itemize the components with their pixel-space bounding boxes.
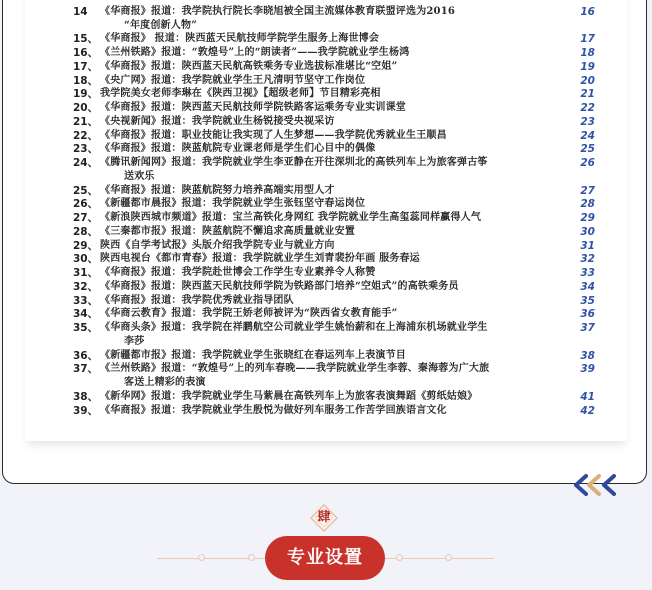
toc-entry-title: 客送上精彩的表演: [124, 377, 206, 388]
toc-entry-title: 《华商报》报道：陕蓝航院努力培养高端实用型人才: [100, 184, 335, 196]
toc-entry-page: 26: [580, 157, 595, 169]
toc-entry-number: 18、: [73, 74, 99, 87]
toc-entry-number: 34、: [73, 308, 99, 321]
toc-entry-page: 30: [580, 225, 595, 238]
toc-entry: [25, 170, 627, 184]
toc-entry: [25, 87, 627, 101]
section-number-badge: 肆: [317, 510, 331, 525]
toc-entry-title: 送欢乐: [124, 170, 155, 182]
toc-entry-number: 27、: [73, 212, 99, 224]
toc-entry-number: 35、: [73, 322, 99, 334]
toc-entry: [25, 32, 627, 46]
toc-entry-page: 39: [580, 363, 595, 376]
toc-entry-title: 《华商云教育》报道：我学院王娇老师被评为“陕西省女教育能手”: [100, 308, 398, 320]
toc-entry-title: 《新疆都市报》报道：我学院就业学生张晓红在春运列车上表演节目: [100, 349, 406, 361]
toc-entry-page: 28: [580, 198, 595, 211]
section-header: [0, 496, 652, 590]
toc-entry-page: 22: [580, 102, 595, 114]
toc-entry-title: 《兰州铁路》报道：“敦煌号”上的“朗读者”——我学院就业学生杨鸿: [100, 47, 410, 58]
toc-entry: [25, 197, 627, 211]
toc-entry: [25, 101, 627, 115]
toc-entry-number: 38、: [73, 390, 99, 403]
toc-entry-title: 《新浪陕西城市频道》报道：宝兰高铁化身网红 我学院就业学生高玺蕊同样赢得人气: [100, 212, 482, 223]
toc-entry: [25, 184, 627, 198]
toc-entry-page: 38: [580, 349, 595, 362]
toc-entry: [25, 390, 627, 404]
double-chevron-left-icon: [572, 473, 622, 497]
toc-entry-number: 30、: [73, 253, 99, 266]
toc-entry-page: 25: [580, 143, 595, 156]
toc-entry-title: 《兰州铁路》报道：“敦煌号”上的列车春晚——我学院就业学生李蓉、秦海蓉为广大旅: [100, 363, 490, 375]
toc-entry-title: 李莎: [124, 335, 145, 347]
toc-entry-page: 41: [580, 390, 595, 403]
toc-entry-page: 21: [580, 88, 595, 101]
toc-entry-number: 20、: [73, 102, 99, 114]
toc-entry-page: 32: [580, 253, 595, 266]
toc-entry-number: 25、: [73, 184, 99, 197]
toc-entry-page: 34: [580, 280, 595, 293]
toc-entry-title: 《华商报》报道：我学院就业学生殷悦为做好列车服务工作苦学回族语言文化: [100, 404, 447, 416]
toc-entry-page: 29: [580, 212, 595, 224]
toc-entry: [25, 19, 627, 33]
toc-entry: [25, 129, 627, 143]
toc-entry: [25, 142, 627, 156]
toc-entry-page: 16: [580, 5, 595, 18]
toc-entry: [25, 156, 627, 170]
toc-entry-title: 《华商报》 报道：陕西蓝天民航技师学院学生服务上海世博会: [100, 33, 380, 45]
toc-entry: [25, 321, 627, 335]
toc-entry-number: 29、: [73, 239, 99, 252]
toc-entry: [25, 46, 627, 60]
toc-entry-title: 陕西《自学考试报》头版介绍我学院专业与就业方向: [100, 239, 335, 251]
toc-entry-title: 《华商报》报道：陕西蓝天民航高铁乘务专业选拔标准堪比“空姐”: [100, 60, 398, 72]
toc-entry-number: 31、: [73, 267, 99, 279]
toc-entry-page: 37: [580, 322, 595, 334]
toc-entry-number: 22、: [73, 129, 99, 142]
toc-entry-title: “年度创新人物”: [124, 19, 198, 31]
toc-entry-title: 《腾讯新闻网》报道：我学院就业学生李亚静在开往深圳北的高铁列车上为旅客弹古筝: [100, 157, 488, 168]
toc-entry-number: 15、: [73, 33, 99, 46]
toc-entry: [25, 362, 627, 376]
toc-entry-title: 陕西电视台《都市青春》报道：我学院就业学生刘青裴扮年画 服务春运: [100, 253, 420, 265]
toc-entry-page: 27: [580, 184, 595, 197]
divider-dot: [248, 554, 255, 561]
toc-entry-number: 14: [73, 5, 88, 18]
toc-entry-number: 16、: [73, 47, 99, 59]
toc-entry-number: 28、: [73, 225, 99, 238]
toc-entry-number: 24、: [73, 157, 99, 169]
toc-entry-page: 42: [580, 404, 595, 417]
toc-entry-title: 《华商报》报道：我学院优秀就业指导团队: [100, 294, 294, 306]
toc-entry: [25, 252, 627, 266]
toc-entry-page: 35: [580, 294, 595, 307]
toc-entry: [25, 239, 627, 253]
toc-entry-number: 26、: [73, 198, 99, 211]
toc-entry-title: 《三秦都市报》报道：陕蓝航院不懈追求高质量就业安置: [100, 225, 355, 237]
toc-entry-number: 32、: [73, 280, 99, 293]
toc-sheet: [25, 0, 627, 441]
toc-entry-page: 31: [580, 239, 595, 252]
toc-entry-page: 23: [580, 115, 595, 128]
toc-entry: [25, 266, 627, 280]
toc-entry: [25, 280, 627, 294]
toc-entry: [25, 404, 627, 418]
toc-entry-number: 21、: [73, 115, 99, 128]
toc-entry-title: 《新华网》报道：我学院就业学生马紫晨在高铁列车上为旅客表演舞蹈《剪纸姑娘》: [100, 390, 478, 402]
toc-entry-number: 33、: [73, 294, 99, 307]
toc-entry-title: 《新疆都市晨报》报道：我学院就业学生张钰坚守春运岗位: [100, 198, 366, 210]
divider-dot: [198, 554, 205, 561]
toc-entry: [25, 335, 627, 349]
toc-entry-page: 19: [580, 60, 595, 73]
toc-entry: [25, 74, 627, 88]
toc-entry-number: 37、: [73, 363, 99, 376]
section-title: 专业设置: [265, 536, 385, 580]
toc-entry-title: 《华商报》报道：我学院赴世博会工作学生专业素养令人称赞: [100, 267, 376, 278]
toc-entry: [25, 307, 627, 321]
toc-entry-number: 23、: [73, 143, 99, 156]
toc-entry-title: 《华商头条》报道：我学院在祥鹏航空公司就业学生姚怡薪和在上海浦东机场就业学生: [100, 322, 488, 333]
toc-entry: [25, 5, 627, 19]
toc-entry: [25, 211, 627, 225]
toc-entry-page: 20: [580, 74, 595, 87]
toc-entry: [25, 60, 627, 74]
toc-entry: [25, 294, 627, 308]
toc-entry-title: 《华商报》报道：陕西蓝天民航技师学院为铁路部门培养“空姐式”的高铁乘务员: [100, 280, 459, 292]
toc-entry-title: 《华商报》报道：陕蓝航院专业课老师是学生们心目中的偶像: [100, 143, 376, 155]
toc-entry: [25, 376, 627, 390]
toc-entry: [25, 115, 627, 129]
toc-entry-title: 我学院美女老师李琳在《陕西卫视》【超级老师】节目精彩亮相: [100, 88, 381, 100]
divider-dot: [445, 554, 452, 561]
toc-entry-page: 24: [580, 129, 595, 142]
toc-entry-number: 39、: [73, 404, 99, 417]
toc-entry: [25, 349, 627, 363]
toc-entry-page: 33: [580, 267, 595, 279]
toc-entry-title: 《华商报》报道：我学院执行院长李晓旭被全国主流媒体教育联盟评选为2016: [100, 5, 456, 17]
toc-entry-number: 19、: [73, 88, 99, 101]
toc-entry-title: 《华商报》报道：陕西蓝天民航技师学院铁路客运乘务专业实训课堂: [100, 102, 406, 113]
toc-entry-title: 《华商报》报道：职业技能让我实现了人生梦想——我学院优秀就业生王顺昌: [100, 129, 447, 141]
toc-entry-number: 17、: [73, 60, 99, 73]
toc-entry-title: 《央视新闻》报道：我学院就业生杨锐接受央视采访: [100, 115, 335, 127]
toc-card: [2, 0, 647, 484]
toc-entry-page: 17: [580, 33, 595, 46]
toc-entry-page: 36: [580, 308, 595, 321]
toc-entry-number: 36、: [73, 349, 99, 362]
toc-entry: [25, 225, 627, 239]
toc-entry-title: 《央广网》报道：我学院就业学生王凡清明节坚守工作岗位: [100, 74, 366, 86]
divider-dot: [396, 554, 403, 561]
toc-entry-page: 18: [580, 47, 595, 59]
